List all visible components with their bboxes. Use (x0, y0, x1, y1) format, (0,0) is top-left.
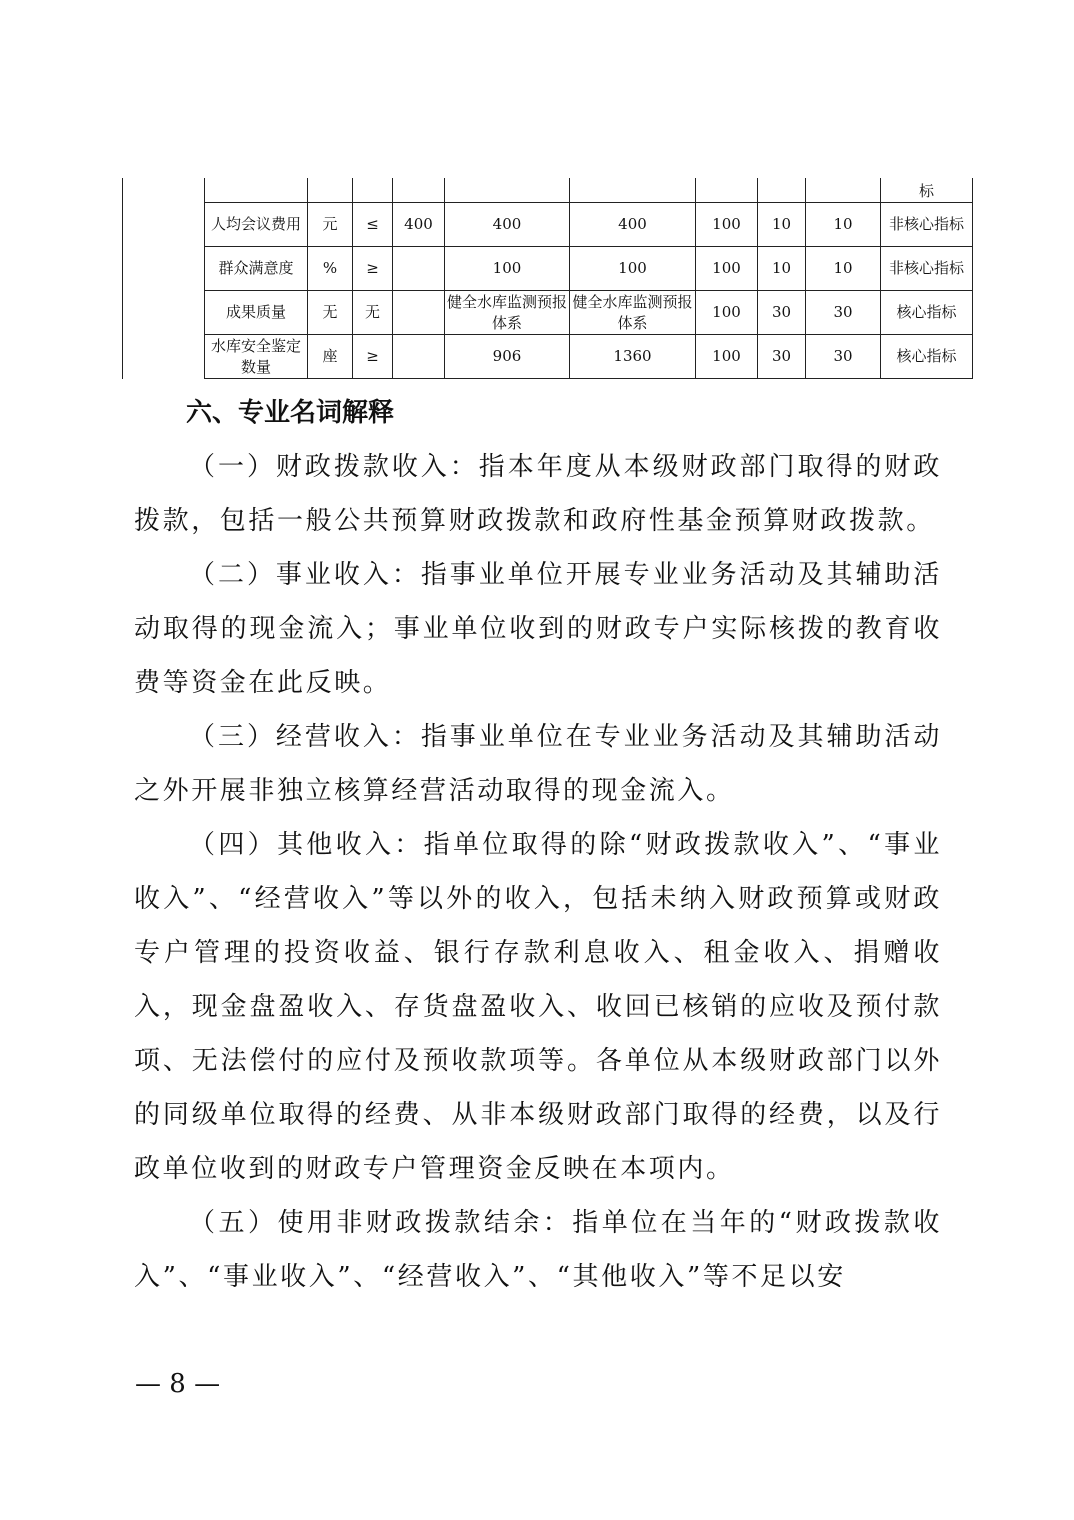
table-cell (570, 178, 696, 203)
table-cell: 人均会议费用 (205, 203, 308, 247)
table-cell: 30 (758, 291, 806, 335)
table-cell (205, 178, 308, 203)
table-row (123, 335, 973, 379)
table-cell: 30 (758, 335, 806, 379)
table-cell: 健全水库监测预报体系 (445, 291, 570, 335)
table-cell: 100 (570, 247, 696, 291)
definition-term: （五）使用非财政拨款结余： (189, 1208, 573, 1238)
table-cell: 400 (445, 203, 570, 247)
table-cell: ≤ (353, 203, 393, 247)
table-cell: 成果质量 (205, 291, 308, 335)
table-cell: 座 (308, 335, 353, 379)
table-cell: 元 (308, 203, 353, 247)
table-cell (806, 178, 881, 203)
table-cell: ≥ (353, 247, 393, 291)
table-cell: 非核心指标 (881, 203, 973, 247)
definition-text: 指本年度从本级财政部门取得的财政拨款，包括一般公共预算财政拨款和政府性基金预算财政拨款。 (134, 452, 942, 536)
definition-term: （三）经营收入： (189, 722, 421, 752)
definition-paragraph-3 (134, 710, 942, 818)
table-cell: 1360 (570, 335, 696, 379)
table-row (123, 291, 973, 335)
table-row (123, 178, 973, 203)
performance-table (122, 178, 973, 379)
definition-text: 指单位取得的除“财政拨款收入”、“事业收入”、“经营收入”等以外的收入，包括未纳入财政预算或财政专户管理的投资收益、银行存款利息收入、租金收入、捐赠收入，现金盘盈收入、存货盘盈收入、收回已核销的应收及预付款项、无法偿付的应付及预收款项等。各单位从本级财政部门以外的同级单位取得的经费、从非本级财政部门取得的经费，以及行政单位收到的财政专户管理资金反映在本项内。 (134, 830, 942, 1184)
definition-term: （二）事业收入： (189, 560, 421, 590)
table-cell: 100 (445, 247, 570, 291)
table-cell: 健全水库监测预报体系 (570, 291, 696, 335)
page-number: — 8 — (135, 1369, 221, 1399)
definition-term: （一）财政拨款收入： (189, 452, 479, 482)
table-cell: % (308, 247, 353, 291)
definition-text: 指事业单位在专业业务活动及其辅助活动之外开展非独立核算经营活动取得的现金流入。 (134, 722, 942, 806)
table-cell: 30 (806, 335, 881, 379)
definition-paragraph-4 (134, 818, 942, 1196)
table-cell: 群众满意度 (205, 247, 308, 291)
definition-term: （四）其他收入： (189, 830, 424, 860)
table-cell: 核心指标 (881, 335, 973, 379)
table-cell: 10 (758, 203, 806, 247)
table-cell: 非核心指标 (881, 247, 973, 291)
section-heading: 六、专业名词解释 (186, 398, 395, 428)
table-cell: 400 (393, 203, 445, 247)
table-cell: 无 (353, 291, 393, 335)
table-cell: 水库安全鉴定数量 (205, 335, 308, 379)
table-cell: 100 (696, 291, 758, 335)
table-cell (123, 178, 205, 379)
table-cell: 100 (696, 247, 758, 291)
table-cell: 10 (806, 203, 881, 247)
definition-text: 指事业单位开展专业业务活动及其辅助活动取得的现金流入；事业单位收到的财政专户实际核拨的教育收费等资金在此反映。 (134, 560, 942, 698)
table-cell (393, 335, 445, 379)
table-cell: 无 (308, 291, 353, 335)
definition-paragraph-2 (134, 548, 942, 710)
table-cell (393, 247, 445, 291)
table-row (123, 247, 973, 291)
definition-text: 指单位在当年的“财政拨款收入”、“事业收入”、“经营收入”、“其他收入”等不足以安 (134, 1208, 942, 1292)
definition-paragraph-5 (134, 1196, 942, 1304)
table-cell (308, 178, 353, 203)
table-cell (445, 178, 570, 203)
table-cell (393, 178, 445, 203)
table-cell (353, 178, 393, 203)
table-cell: 30 (806, 291, 881, 335)
table-cell: 100 (696, 203, 758, 247)
table-cell (696, 178, 758, 203)
table-cell: 核心指标 (881, 291, 973, 335)
table-cell: 10 (758, 247, 806, 291)
table-row (123, 203, 973, 247)
definition-paragraph-1 (134, 440, 942, 548)
table-cell: 906 (445, 335, 570, 379)
table-cell: 100 (696, 335, 758, 379)
table-cell: ≥ (353, 335, 393, 379)
table-cell: 标 (881, 178, 973, 203)
table-cell (393, 291, 445, 335)
table-cell (758, 178, 806, 203)
table-cell: 10 (806, 247, 881, 291)
table-cell: 400 (570, 203, 696, 247)
